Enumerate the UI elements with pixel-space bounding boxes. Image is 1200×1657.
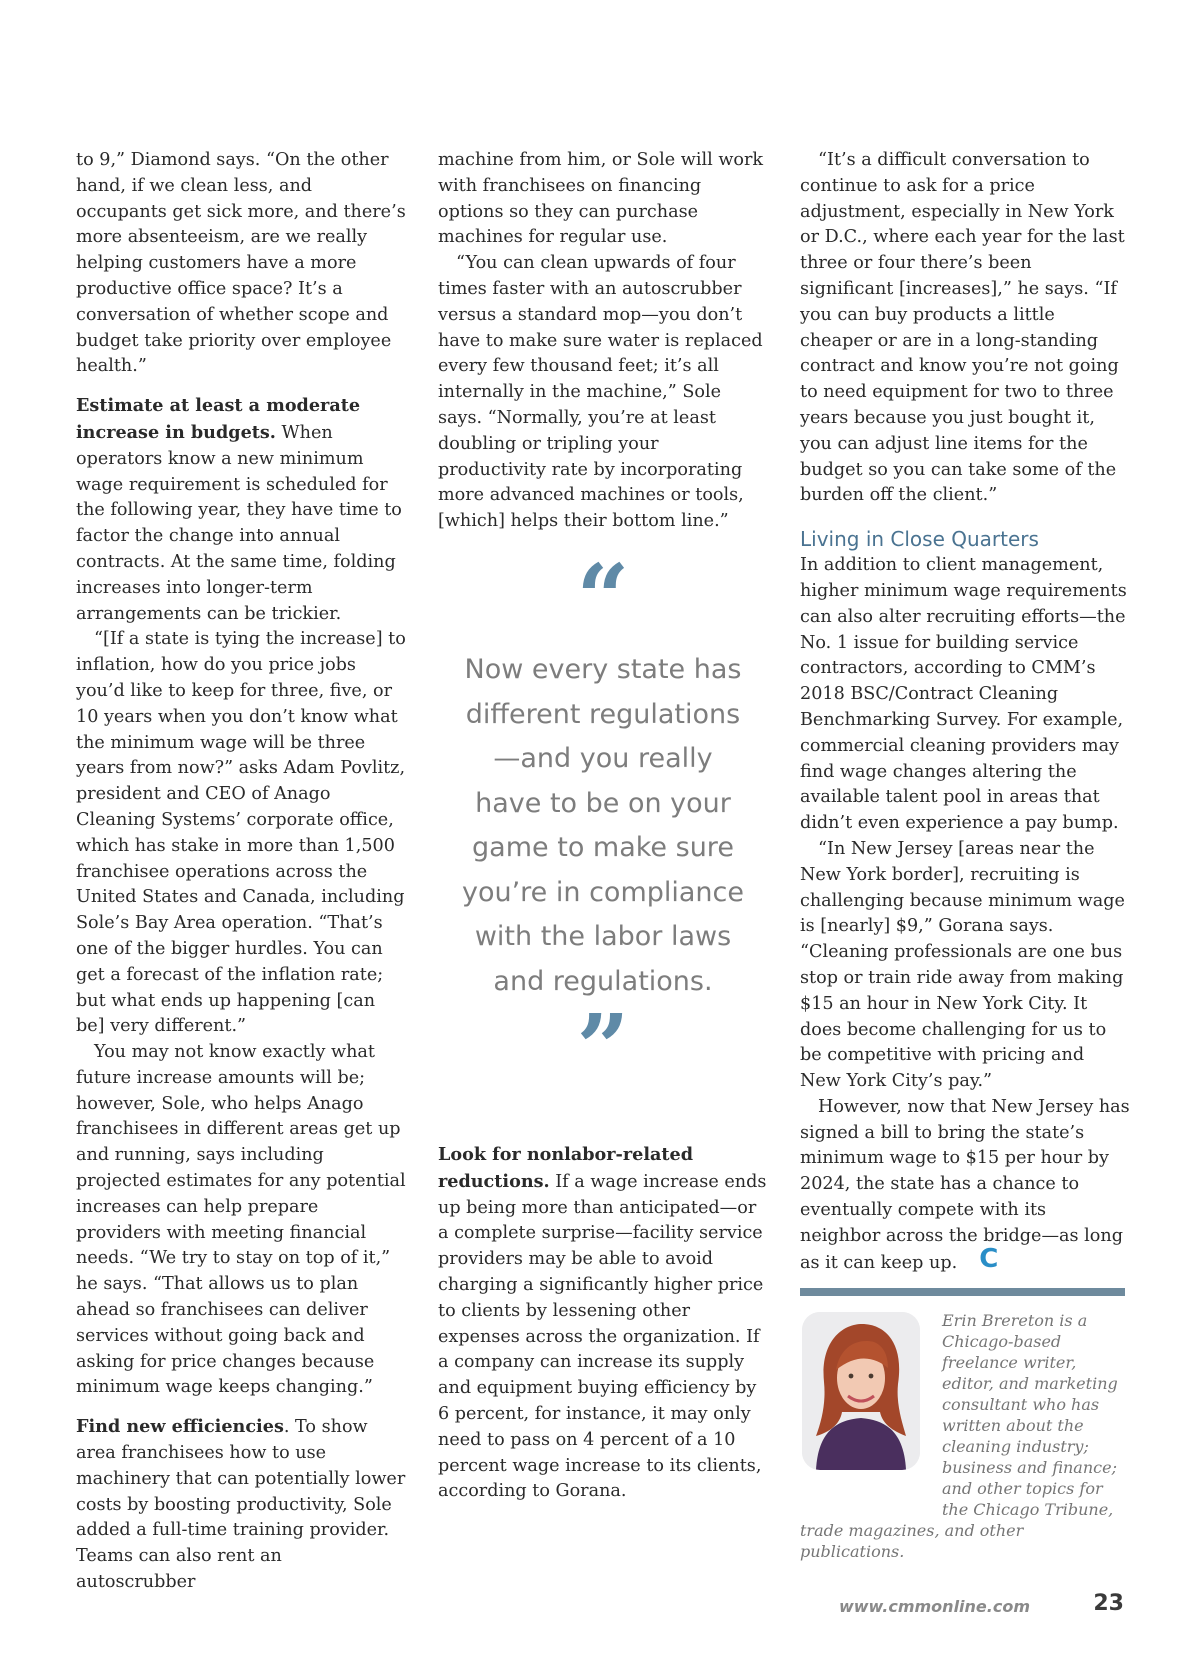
open-quote-icon: “ <box>576 544 630 652</box>
close-quote-icon: ” <box>576 994 630 1102</box>
subhead-lead: Look for nonlabor-related reductions. <box>438 1144 694 1192</box>
author-bio <box>800 1310 1130 1562</box>
section-heading: Living in Close Quarters <box>800 527 1039 552</box>
paragraph: “You can clean upwards of four times faster with an autoscrubber versus a standard mop—you don’t have to make sure water is replaced every few thousand feet; it’s all internally in the machine,” Sole says. “Normally, you’re at least doubling or tripling your productivity rate by incorporating more advanced machines or tools, [which] helps their bottom line.” <box>438 253 763 532</box>
paragraph-text: However, now that New Jersey has signed a bill to bring the state’s minimum wage to $15 per hour by 2024, the state has a chance to eventually compete with its neighbor across the bridge—as long as it can keep up. <box>800 1096 1130 1273</box>
subhead-lead: Estimate at least a moderate increase in budgets. <box>76 395 361 443</box>
paragraph: You may not know exactly what future increase amounts will be; however, Sole, who helps Anago franchisees in different areas get up and running, says including projected estimates for any potential increases can help prepare providers with meeting financial needs. “We try to stay on top of it,” he says. “That allows us to plan ahead so franchisees can deliver services without going back and asking for price changes because minimum wage keeps changing.” <box>76 1042 406 1398</box>
paragraph: “[If a state is tying the increase] to inflation, how do you price jobs you’d like to keep for three, five, or 10 years when you don’t know what the minimum wage will be three years from now?” asks Adam Povlitz, president and CEO of Anago Cleaning Systems’ corporate office, which has stake in more than 1,500 franchisee operations across the United States and Canada, including Sole’s Bay Area operation. “That’s one of the bigger hurdles. You can get a forecast of the inflation rate; but what ends up happening [can be] very different.” <box>76 629 406 1037</box>
paragraph: “It’s a difficult conversation to continue to ask for a price adjustment, especially in New York or D.C., where each year for the last three or four there’s been significant [increases],” he says. “If you can buy products a little cheaper or are in a long-standing contract and know you’re not going to need equipment for two to three years because you just bought it, you can adjust line items for the budget so you can take some of the burden off the client.” <box>800 150 1125 506</box>
article-column-1 <box>76 148 406 1596</box>
article-column-2 <box>438 148 768 535</box>
paragraph: machine from him, or Sole will work with franchisees on financing options so they can purchase machines for regular use. <box>438 150 764 248</box>
author-bio-text: Erin Brereton is a Chicago-based freelance writer, editor, and marketing consultant who has written about the cleaning industry; business and finance; and other topics for the Chicago Tribune, trade magazines, and other publications. <box>800 1311 1118 1561</box>
subhead-lead: Find new efficiencies <box>76 1416 284 1438</box>
footer-website: www.cmmonline.com <box>838 1597 1030 1616</box>
page-number: 23 <box>1093 1591 1124 1616</box>
bio-divider <box>800 1288 1125 1296</box>
pull-quote <box>458 544 748 1102</box>
paragraph: In addition to client management, higher minimum wage requirements can also alter recruiting efforts—the No. 1 issue for building service contractors, according to CMM’s 2018 BSC/Contract Cleaning Benchmarking Survey. For example, commercial cleaning providers may find wage changes altering the available talent pool in areas that didn’t even experience a pay bump. <box>800 555 1127 834</box>
paragraph-text: When operators know a new minimum wage requirement is scheduled for the following year, they have time to factor the change into annual contracts. At the same time, folding increases into longer-term arrangements can be trickier. <box>76 422 402 624</box>
paragraph-text: If a wage increase ends up being more than anticipated—or a complete surprise—facility service providers may be able to avoid charging a significantly higher price to clients by lessening other expenses across the organization. If a company can increase its supply and equipment buying efficiency by 6 percent, for instance, it may only need to pass on 4 percent of a 10 percent wage increase to its clients, according to Gorana. <box>438 1171 767 1502</box>
paragraph: “In New Jersey [areas near the New York border], recruiting is challenging because minimum wage is [nearly] $9,” Gorana says. “Cleaning professionals are one bus stop or train ride away from making $15 an hour in New York City. It does become challenging for us to be competitive with pricing and New York City’s pay.” <box>800 838 1125 1092</box>
article-column-3 <box>800 148 1130 1276</box>
paragraph: to 9,” Diamond says. “On the other hand, if we clean less, and occupants get sick more, and there’s more absenteeism, are we really helping customers have a more productive office space? It’s a conversation of whether scope and budget take priority over employee health.” <box>76 150 406 377</box>
pull-quote-text: Now every state has different regulations—and you really have to be on your game to make sure you’re in compliance with the labor laws and regulations. <box>461 654 744 997</box>
paragraph <box>800 1095 1130 1277</box>
paragraph <box>76 1414 406 1596</box>
paragraph <box>76 393 406 627</box>
paragraph-text: . To show area franchisees how to use machinery that can potentially lower costs by boosting productivity, Sole added a full-time training provider. Teams can also rent an autoscrubber <box>76 1417 406 1593</box>
article-column-2-lower <box>438 1142 768 1505</box>
end-of-story-icon: C <box>979 1243 999 1274</box>
paragraph <box>438 1142 768 1505</box>
